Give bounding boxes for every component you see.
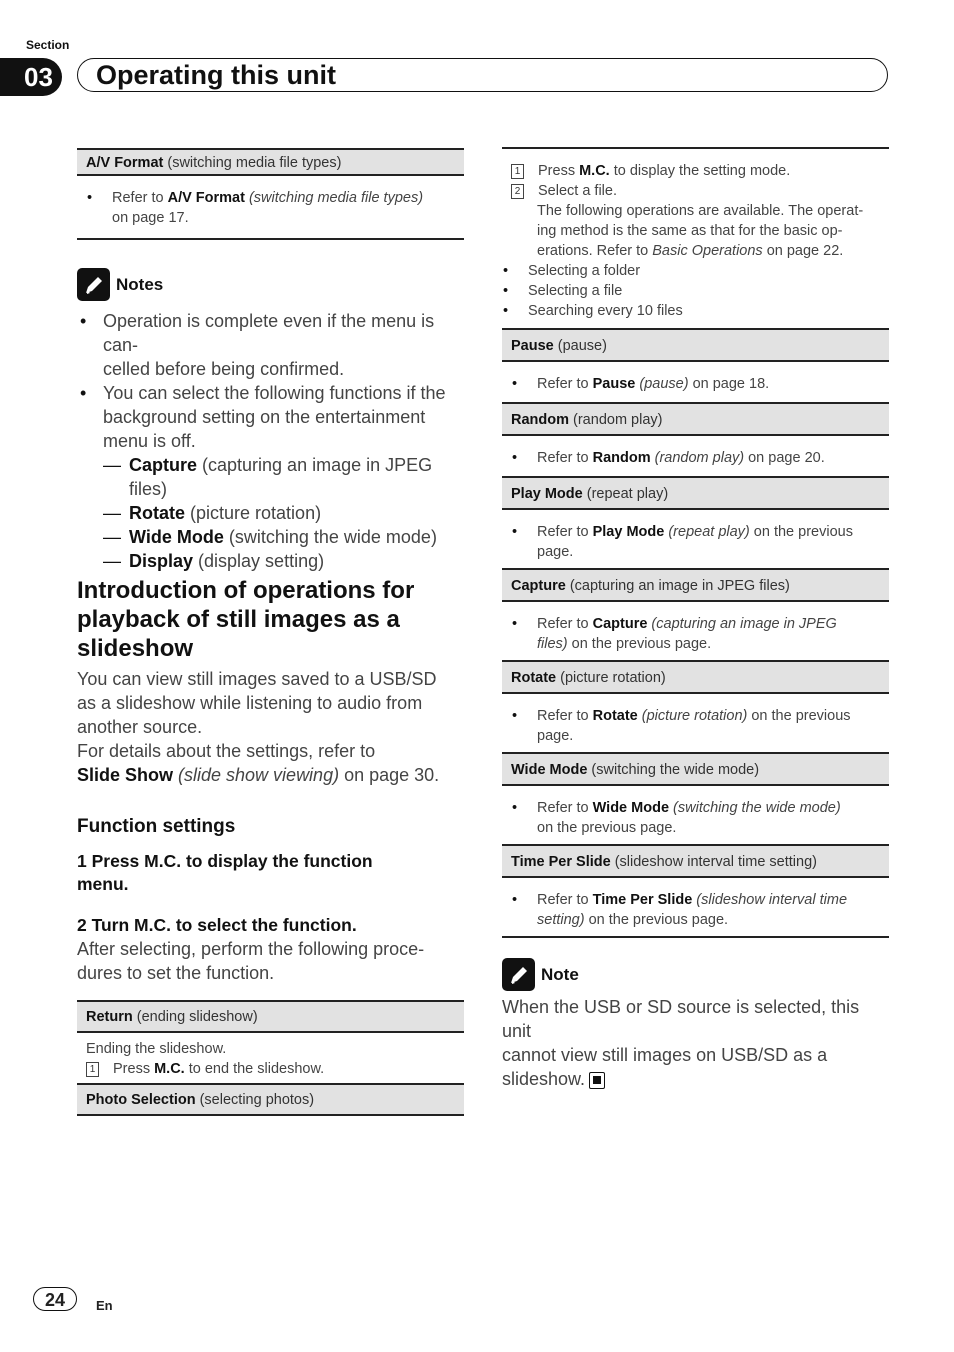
- step-1: 1 Press M.C. to display the function menu.: [77, 851, 373, 894]
- section-number-tab: 03: [0, 58, 62, 96]
- note-text: When the USB or SD source is selected, this unit cannot view still images on USB/SD as a slideshow.: [502, 997, 860, 1089]
- play-mode-bar: Play Mode (repeat play): [502, 476, 889, 510]
- note-heading: Note: [541, 964, 579, 984]
- notes-dash-item: — Rotate (picture rotation): [77, 501, 467, 525]
- notes-dash-item: — Display (display setting): [77, 549, 467, 573]
- function-settings-block: [77, 816, 467, 985]
- right-step-2-para: The following operations are available. The operat- ing method is the same as that for the basic op- erations. Refer to Basic Operations on page 22.: [537, 203, 864, 259]
- step-2: 2 Turn M.C. to select the function.: [77, 915, 357, 935]
- note-pencil-icon: [77, 268, 110, 301]
- notes-block: [77, 268, 467, 573]
- operation-bullet: • Searching every 10 files: [493, 301, 889, 321]
- intro-heading: Introduction of operations for playback of still images as a slideshow: [77, 577, 415, 662]
- random-ref: • Refer to Random (random play) on page 20.: [502, 448, 889, 468]
- operation-bullet: • Selecting a file: [493, 281, 889, 301]
- note-block: [502, 958, 892, 1091]
- time-per-slide-bar: Time Per Slide (slideshow interval time setting): [502, 844, 889, 878]
- page-title-box: [77, 58, 888, 92]
- return-block: [77, 1000, 464, 1116]
- after-selecting-text: After selecting, perform the following proce- dures to set the function.: [77, 939, 425, 983]
- wide-mode-bar: Wide Mode (switching the wide mode): [502, 752, 889, 786]
- rotate-bar: Rotate (picture rotation): [502, 660, 889, 694]
- av-format-bar: A/V Format (switching media file types): [77, 148, 464, 176]
- function-settings-heading: Function settings: [77, 816, 236, 837]
- notes-heading: Notes: [116, 274, 164, 294]
- end-mark-icon: [589, 1072, 605, 1089]
- rotate-ref: • Refer to Rotate (picture rotation) on the previous page.: [502, 706, 889, 746]
- return-bar: Return (ending slideshow): [77, 1000, 464, 1033]
- av-format-ref: • Refer to A/V Format (switching media file types) on page 17.: [77, 188, 464, 228]
- capture-ref: • Refer to Capture (capturing an image in JPEG files) on the previous page.: [502, 614, 889, 654]
- play-mode-ref: • Refer to Play Mode (repeat play) on the previous page.: [502, 522, 889, 562]
- section-label: Section: [26, 38, 70, 52]
- notes-dash-item: — Capture (capturing an image in JPEG files): [77, 453, 467, 501]
- intro-block: [77, 576, 467, 787]
- notes-dash-item: — Wide Mode (switching the wide mode): [77, 525, 467, 549]
- return-description: Ending the slideshow.: [86, 1041, 227, 1057]
- page-title: Operating this unit: [96, 60, 336, 90]
- wide-mode-ref: • Refer to Wide Mode (switching the wide mode) on the previous page.: [502, 798, 889, 838]
- divider: [502, 936, 889, 938]
- language-label: En: [96, 1298, 113, 1313]
- right-step-1: 1 Press M.C. to display the setting mode.: [511, 161, 889, 181]
- right-column: [502, 147, 889, 938]
- divider: [77, 238, 464, 240]
- time-per-slide-ref: • Refer to Time Per Slide (slideshow interval time setting) on the previous page.: [502, 890, 889, 930]
- pause-bar: Pause (pause): [502, 328, 889, 362]
- right-step-2: 2 Select a file.: [511, 181, 889, 201]
- pause-ref: • Refer to Pause (pause) on page 18.: [502, 374, 889, 394]
- notes-bullet: • Operation is complete even if the menu is can- celled before being confirmed.: [77, 309, 467, 381]
- page-number: 24: [33, 1287, 77, 1311]
- return-step: 1 Press M.C. to end the slideshow.: [86, 1059, 464, 1079]
- note-pencil-icon: [502, 958, 535, 991]
- capture-bar: Capture (capturing an image in JPEG files): [502, 568, 889, 602]
- notes-bullet: • You can select the following functions if the background setting on the entertainment menu is off.: [77, 381, 467, 453]
- intro-paragraph: You can view still images saved to a USB/SD as a slideshow while listening to audio from another source. For details about the settings, refer to Slide Show (slide show viewing) on page 30.: [77, 669, 440, 785]
- operation-bullet: • Selecting a folder: [493, 261, 889, 281]
- random-bar: Random (random play): [502, 402, 889, 436]
- left-column: [77, 148, 464, 240]
- photo-selection-bar: Photo Selection (selecting photos): [77, 1083, 464, 1116]
